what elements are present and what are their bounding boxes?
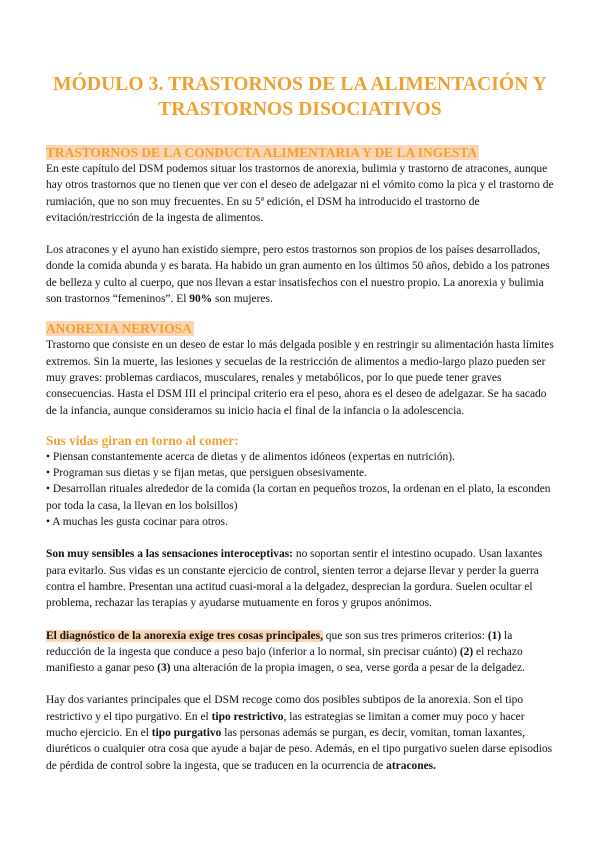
heading-highlight: TRASTORNOS DE LA CONDUCTA ALIMENTARIA Y DE LA INGESTA [46, 145, 478, 160]
paragraph-subtipos [46, 692, 554, 773]
text-run: que son sus tres primeros criterios: [322, 629, 488, 642]
paragraph-sensibilidad-interoceptiva [46, 546, 554, 611]
text-run: Los atracones y el ayuno han existido siempre, pero estos trastornos son propios de los países desarrollados, donde la comida abunda y es barata. Ha habido un gran aumento en los últimos 50 años, debido a los patrones de belleza y culto al cuerpo, que nos llevan a estar insatisfechos con el nuestro propio. La anorexia y bulimia son trastornos “femeninos”. El [46, 244, 550, 306]
criterion-number: (2) [459, 645, 474, 658]
text-run: la reducción de la ingesta que conduce a peso bajo (inferior a lo normal, sin precisar cuánto) [46, 629, 513, 658]
bold-term: atracones. [386, 759, 436, 772]
heading-highlight: ANOREXIA NERVIOSA [46, 321, 192, 337]
bold-percentage: 90% [189, 293, 213, 306]
text-run: son mujeres. [212, 293, 273, 306]
paragraph-anorexia-definition: Trastorno que consiste en un deseo de estar lo más delgada posible y en restringir su alimentación hasta límites extremos. Sin la muerte, las lesiones y secuelas de la restricción de alimentos a medio-largo plazo pueden ser muy graves: problemas cardiacos, musculares, renales y metabólicos, por lo que puede tener graves consecuencias. Hasta el DSM III el principal criterio era el peso, ahora es el deseo de adelgazar. Se ha sacado de la infancia, aunque consideramos su inicio hacia el final de la infancia o la adolescencia. [46, 339, 554, 417]
section-heading-anorexia-nerviosa [46, 320, 554, 337]
highlight-lead: El diagnóstico de la anorexia exige tres cosas principales, [46, 629, 323, 642]
text-run: , las estrategias se limitan a comer muy poco y hacer mucho ejercicio. En el [46, 710, 525, 740]
text-run: Hay dos variantes principales que el DSM recoge como dos posibles subtipos de la anorexia. Son el tipo restrictivo y el tipo purgativo. En el [46, 694, 524, 723]
text-run: las personas además se purgan, es decir, vomitan, toman laxantes, diuréticos o cualquier otra cosa que ayude a bajar de peso. Además, en el tipo purgativo suelen darse episodios de pérdida de control sobre la ingesta, que se traducen en la ocurrencia de [46, 727, 553, 772]
section-heading-trastornos-conducta [46, 144, 554, 161]
list-item: • Piensan constantemente acerca de dietas y de alimentos idóneos (expertas en nutrición). [46, 450, 455, 463]
bullet-list [46, 449, 554, 530]
text-run: el rechazo manifiesto a ganar peso [46, 645, 523, 675]
list-item: • A muchas les gusta cocinar para otros. [46, 516, 228, 529]
paragraph-atracones-ayuno [46, 242, 554, 307]
bold-term: tipo restrictivo [211, 710, 284, 723]
list-item: • Programan sus dietas y se fijan metas, que persiguen obsesivamente. [46, 467, 367, 480]
paragraph-diagnostico [46, 628, 554, 677]
list-item: • Desarrollan rituales alrededor de la comida (la cortan en pequeños trozos, la ordenan en el plato, la esconden por toda la casa, la llevan en los bolsillos) [46, 483, 551, 512]
subheading-sus-vidas: Sus vidas giran en torno al comer: [46, 432, 239, 448]
criterion-number: (3) [157, 662, 171, 675]
bold-term: tipo purgativo [151, 727, 222, 740]
page-title: MÓDULO 3. TRASTORNOS DE LA ALIMENTACIÓN Y TRASTORNOS DISOCIATIVOS [53, 74, 547, 120]
bold-lead: Son muy sensibles a las sensaciones interoceptivas: [46, 548, 293, 561]
text-run: no soportan sentir el intestino ocupado. Usan laxantes para evitarlo. Sus vidas es un constante ejercicio de control, sienten terror a dejarse llevar y perder la guerra contra el hambre. Presentan una actitud cuasi-moral a la delgadez, desprecian la gordura. Suelen ocultar el problema, rechazar las terapias y ayudarse mutuamente en foros y grupos anónimos. [46, 548, 543, 610]
paragraph-intro: En este capítulo del DSM podemos situar los trastornos de anorexia, bulimia y trastorno de atracones, aunque hay otros trastornos que no tienen que ver con el deseo de adelgazar ni el vómito como la pica y el trastorno de rumiación, que no son muy frecuentes. En su 5ª edición, el DSM ha introducido el trastorno de evitación/restricción de la ingesta de alimentos. [46, 163, 554, 224]
text-run: una alteración de la propia imagen, o sea, verse gorda a pesar de la delgadez. [170, 662, 525, 675]
criterion-number: (1) [487, 629, 502, 642]
